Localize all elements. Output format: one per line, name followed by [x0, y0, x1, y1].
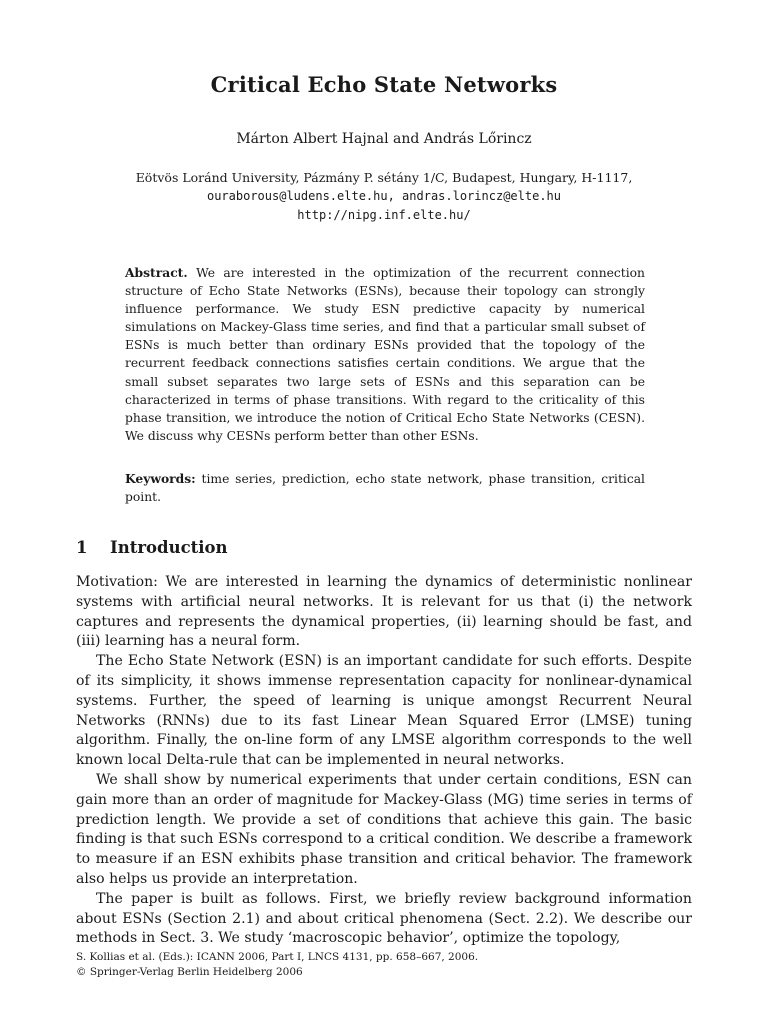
author-list: Márton Albert Hajnal and András Lőrincz: [236, 131, 532, 147]
body-paragraph: We shall show by numerical experiments that under certain conditions, ESN can gain more than an order of magnitude for Mackey-Glass (MG) time series in terms of prediction length. We provide a set of conditions that achieve this gain. The basic finding is that such ESNs correspond to a critical condition. We describe a framework to measure if an ESN exhibits phase transition and critical behavior. The framework also helps us provide an interpretation.: [76, 771, 692, 887]
keywords-text: time series, prediction, echo state network, phase transition, critical point.: [125, 472, 645, 505]
abstract-text: We are interested in the optimization of the recurrent connection structure of Echo State Networks (ESNs), because their topology can strongly influence performance. We study ESN predictive capacity by numerical simulations on Mackey-Glass time series, and find that a particular small subset of ESNs is much better than ordinary ESNs provided that the topology of the recurrent feedback connections satisfies certain conditions. We argue that the small subset separates two large sets of ESNs and this separation can be characterized in terms of phase transitions. With regard to the criticality of this phase transition, we introduce the notion of Critical Echo State Networks (CESN). We discuss why CESNs perform better than other ESNs.: [125, 266, 645, 443]
keywords: [125, 470, 645, 506]
body-paragraph: The Echo State Network (ESN) is an important candidate for such efforts. Despite of its simplicity, it shows immense representation capacity for nonlinear-dynamical systems. Further, the speed of learning is unique amongst Recurrent Neural Networks (RNNs) due to its fast Linear Mean Squared Error (LMSE) tuning algorithm. Finally, the on-line form of any LMSE algorithm corresponds to the well known local Delta-rule that can be implemented in neural networks.: [76, 653, 692, 769]
body-paragraph: The paper is built as follows. First, we briefly review background information about ESNs (Section 2.1) and about critical phenomena (Sect. 2.2). We describe our methods in Sect. 3. We study ‘macroscopic behavior’, optimize the topology,: [76, 890, 692, 947]
affiliation-block: [0, 168, 768, 225]
section-number: 1: [76, 538, 88, 557]
section-heading: [76, 538, 228, 557]
body-paragraph: Motivation: We are interested in learning the dynamics of deterministic nonlinear systems with artificial neural networks. It is relevant for us that (i) the network captures and represents the dynamical properties, (ii) learning should be fast, and (iii) learning has a neural form.: [76, 574, 692, 650]
copyright-line: © Springer-Verlag Berlin Heidelberg 2006: [76, 966, 303, 978]
abstract: [125, 264, 645, 445]
citation-line: S. Kollias et al. (Eds.): ICANN 2006, Part I, LNCS 4131, pp. 658–667, 2006.: [76, 951, 479, 963]
affiliation-address: Eötvös Loránd University, Pázmány P. sétány 1/C, Budapest, Hungary, H-1117,: [135, 170, 633, 185]
page-footer: [76, 950, 692, 980]
paper-title: Critical Echo State Networks: [210, 72, 558, 97]
abstract-label: Abstract.: [125, 265, 188, 280]
keywords-label: Keywords:: [125, 471, 196, 486]
section-title: Introduction: [110, 538, 228, 557]
author-emails: ouraborous@ludens.elte.hu, andras.lorincz@elte.hu: [206, 189, 561, 203]
section-body: [76, 573, 692, 949]
group-url: http://nipg.inf.elte.hu/: [297, 208, 471, 222]
